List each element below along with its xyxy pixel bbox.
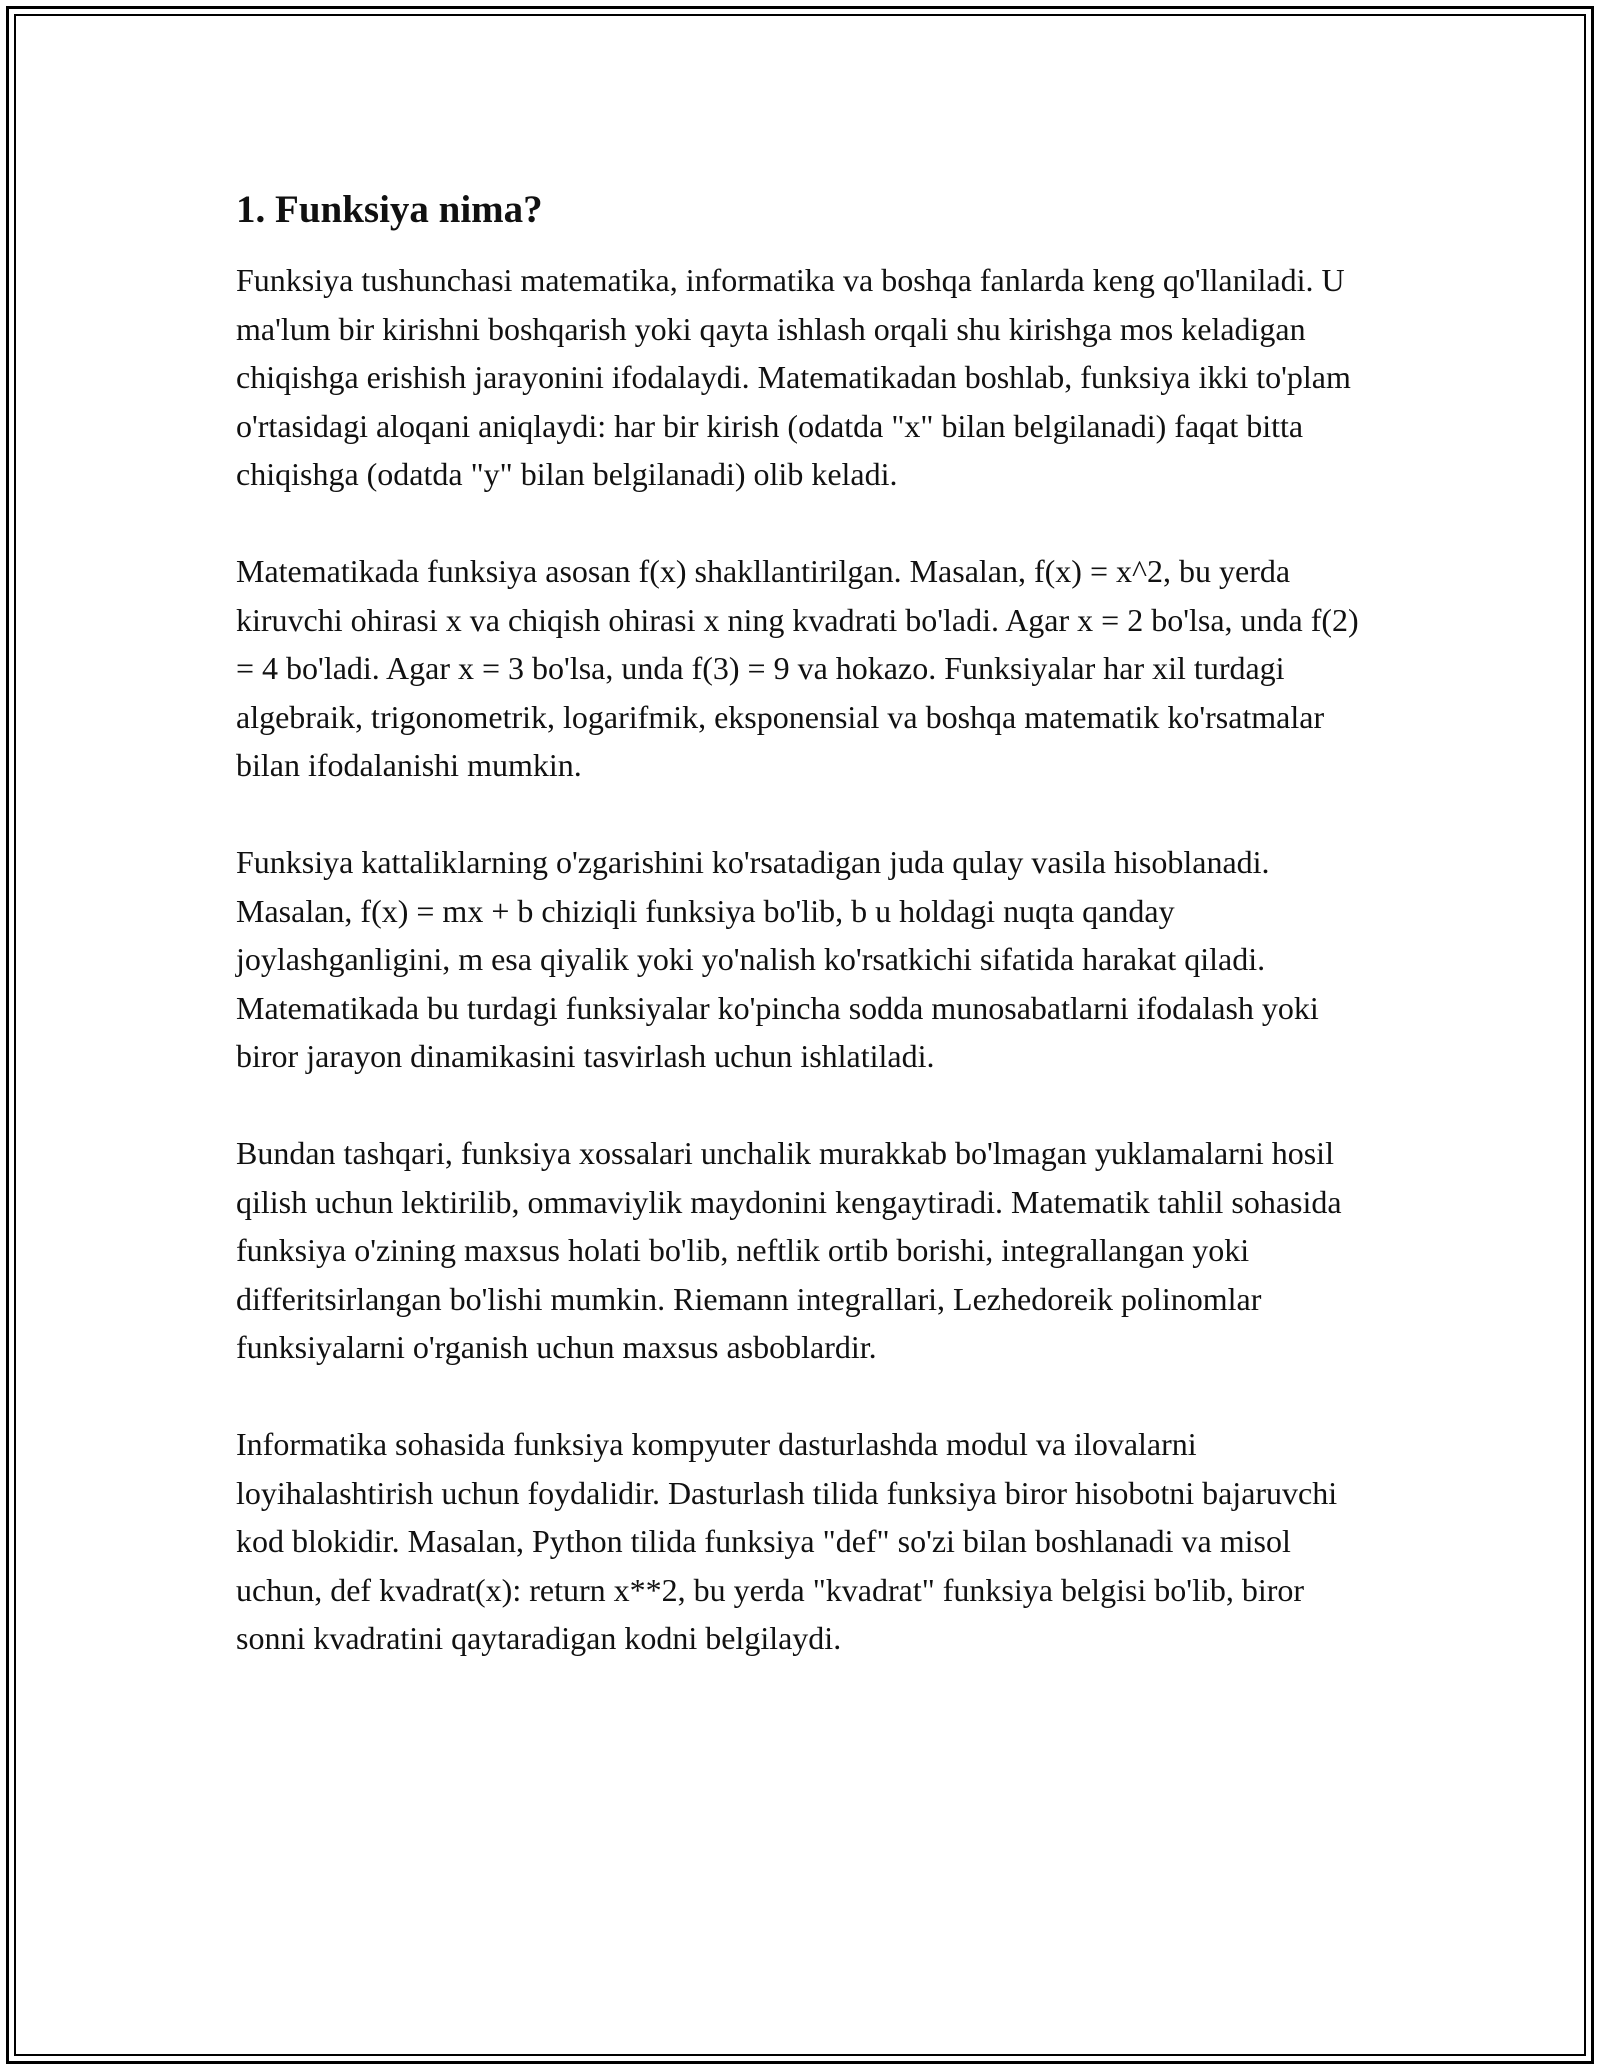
paragraph-function-properties: Bundan tashqari, funksiya xossalari unchalik murakkab bo'lmagan yuklamalarni hosil qilish uchun lektirilib, ommaviylik maydonini kengaytiradi. Matematik tahlil sohasida funksiya o'zining maxsus holati bo'lib, neftlik ortib borishi, integrallangan yoki differitsirlangan bo'lishi mumkin. Riemann integrallari, Lezhedoreik polinomlar funksiyalarni o'rganish uchun maxsus asboblardir. <box>236 1135 1342 1365</box>
section-heading: 1. Funksiya nima? <box>236 188 543 231</box>
paragraph-programming-functions: Informatika sohasida funksiya kompyuter dasturlashda modul va ilovalarni loyihalashtirish uchun foydalidir. Dasturlash tilida funksiya biror hisobotni bajaruvchi kod blokidir. Masalan, Python tilida funksiya "def" so'zi bilan boshlanadi va misol uchun, def kvadrat(x): return x**2, bu yerda "kvadrat" funksiya belgisi bo'lib, biror sonni kvadratini qaytaradigan kodni belgilaydi. <box>236 1426 1338 1656</box>
document-body <box>236 186 1376 1711</box>
paragraph-math-notation: Matematikada funksiya asosan f(x) shakllantirilgan. Masalan, f(x) = x^2, bu yerda kiruvchi ohirasi x va chiqish ohirasi x ning kvadrati bo'ladi. Agar x = 2 bo'lsa, unda f(2) = 4 bo'ladi. Agar x = 3 bo'lsa, unda f(3) = 9 va hokazo. Funksiyalar har xil turdagi algebraik, trigonometrik, logarifmik, eksponensial va boshqa matematik ko'rsatmalar bilan ifodalanishi mumkin. <box>236 553 1359 783</box>
paragraph-linear-function: Funksiya kattaliklarning o'zgarishini ko'rsatadigan juda qulay vasila hisoblanadi. Masalan, f(x) = mx + b chiziqli funksiya bo'lib, b u holdagi nuqta qanday joylashganligini, m esa qiyalik yoki yo'nalish ko'rsatkichi sifatida harakat qiladi. Matematikada bu turdagi funksiyalar ko'pincha sodda munosabatlarni ifodalash yoki biror jarayon dinamikasini tasvirlash uchun ishlatiladi. <box>236 844 1319 1074</box>
paragraph-function-definition: Funksiya tushunchasi matematika, informatika va boshqa fanlarda keng qo'llaniladi. U ma'lum bir kirishni boshqarish yoki qayta ishlash orqali shu kirishga mos keladigan chiqishga erishish jarayonini ifodalaydi. Matematikadan boshlab, funksiya ikki to'plam o'rtasidagi aloqani aniqlaydi: har bir kirish (odatda "x" bilan belgilanadi) faqat bitta chiqishga (odatda "y" bilan belgilanadi) olib keladi. <box>236 262 1351 492</box>
